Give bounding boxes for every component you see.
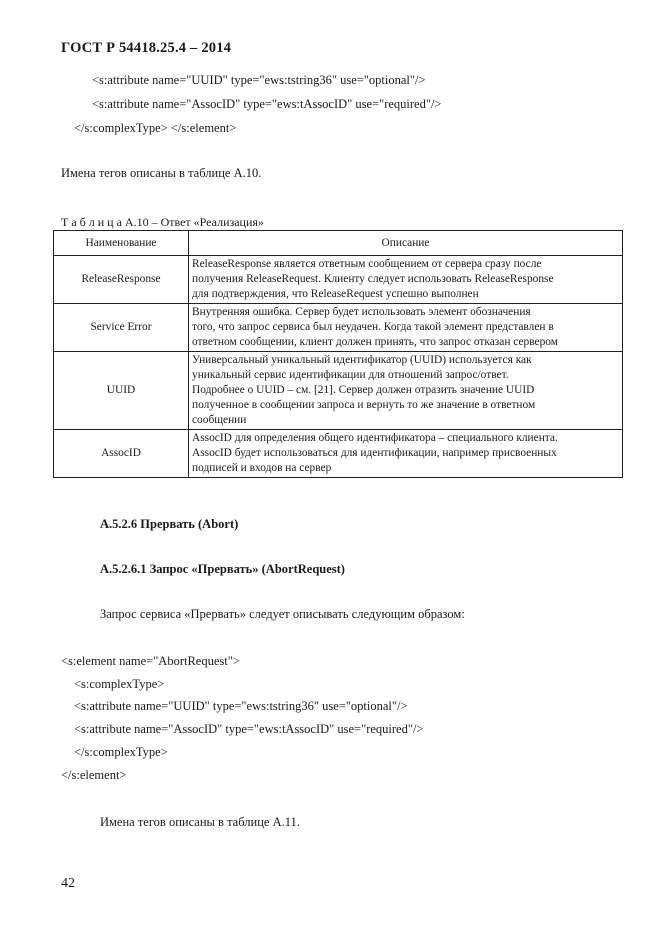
row-description-cell [189,304,623,352]
section-heading-abort-request: А.5.2.6.1 Запрос «Прервать» (AbortRequest) [100,562,345,576]
paragraph-abort: Запрос сервиса «Прервать» следует описывать следующим образом: [100,607,465,621]
row-name-cell: UUID [54,352,189,430]
description-line: подписей и входов на сервер [192,462,332,474]
description-line: полученное в сообщении запроса и вернуть то же значение в ответном [192,399,536,411]
description-line: Подробнее о UUID – см. [21]. Сервер должен отразить значение UUID [192,384,535,396]
page-number: 42 [61,876,75,891]
description-line: ReleaseResponse является ответным сообщением от сервера сразу после [192,258,542,270]
description-line: получения ReleaseRequest. Клиенту следует использовать ReleaseResponse [192,273,554,285]
code-line: </s:element> [61,768,127,782]
row-name-cell: AssocID [54,430,189,478]
table-row [54,352,623,430]
row-name-cell: ReleaseResponse [54,256,189,304]
code-line: <s:attribute name="UUID" type="ews:tstring36" use="optional"/> [92,73,426,87]
table-row [54,430,623,478]
code-line: <s:attribute name="AssocID" type="ews:tAssocID" use="required"/> [92,97,442,111]
tags-table [53,230,623,478]
paragraph-tags-a10: Имена тегов описаны в таблице А.10. [61,166,262,180]
column-header-description: Описание [189,231,623,256]
document-header: ГОСТ Р 54418.25.4 – 2014 [61,40,232,56]
table-row [54,304,623,352]
description-line: Внутренняя ошибка. Сервер будет использовать элемент обозначения [192,306,531,318]
row-name-cell: Service Error [54,304,189,352]
description-line: AssocID будет использоваться для идентификации, например присвоенных [192,447,557,459]
description-line: Универсальный уникальный идентификатор (UUID) используется как [192,354,532,366]
column-header-name: Наименование [54,231,189,256]
row-description-cell [189,256,623,304]
description-line: того, что запрос сервиса был неудачен. Когда такой элемент представлен в [192,321,554,333]
table-caption: Т а б л и ц а А.10 – Ответ «Реализация» [61,215,264,229]
code-line: <s:attribute name="AssocID" type="ews:tAssocID" use="required"/> [74,722,424,736]
table-row [54,256,623,304]
description-line: сообщении [192,414,247,426]
description-line: AssocID для определения общего идентификатора – специального клиента. [192,432,558,444]
description-line: для подтверждения, что ReleaseRequest успешно выполнен [192,288,479,300]
code-line: <s:complexType> [74,677,165,691]
code-line: <s:attribute name="UUID" type="ews:tstring36" use="optional"/> [74,699,408,713]
code-line: </s:complexType> [74,745,168,759]
section-heading-abort: А.5.2.6 Прервать (Abort) [100,517,239,531]
code-line: </s:complexType> </s:element> [74,121,237,135]
table-header-row [54,231,623,256]
description-line: ответном сообщении, клиент должен принять, что запрос отказан сервером [192,336,558,348]
row-description-cell [189,430,623,478]
description-line: уникальный сервис идентификации для отношений запрос/ответ. [192,369,509,381]
row-description-cell [189,352,623,430]
code-line: <s:element name="AbortRequest"> [61,654,240,668]
paragraph-tags-a11: Имена тегов описаны в таблице А.11. [100,815,300,829]
